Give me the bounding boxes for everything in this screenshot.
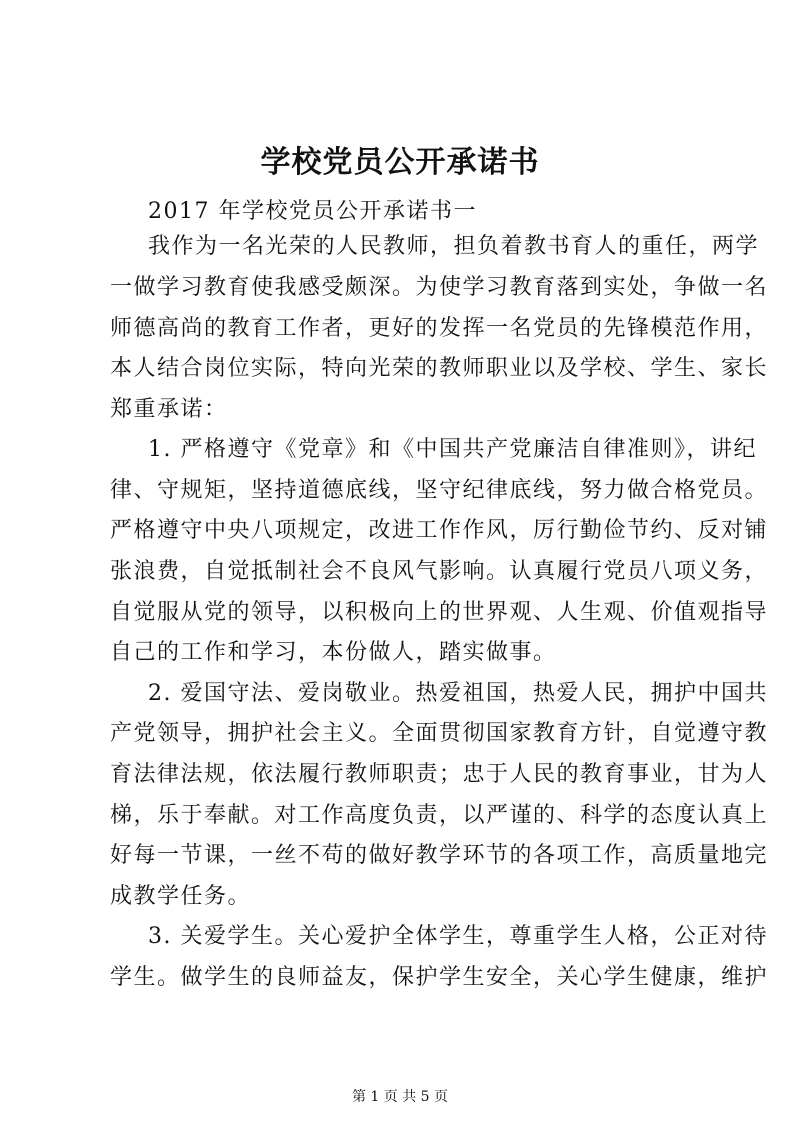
document-subtitle: 2017 年学校党员公开承诺书一 [148,199,477,224]
paragraph-line: 自觉服从党的领导，以积极向上的世界观、人生观、价值观指导 [110,600,769,625]
paragraph-line: 1. 严格遵守《党章》和《中国共产党廉洁自律准则》，讲纪 [148,437,757,462]
paragraph-line: 一做学习教育使我感受颇深。为使学习教育落到实处，争做一名 [110,275,769,300]
paragraph-line: 本人结合岗位实际，特向光荣的教师职业以及学校、学生、家长 [110,356,769,381]
paragraph-line: 自己的工作和学习，本份做人，踏实做事。 [110,640,557,665]
paragraph-line: 育法律法规，依法履行教师职责；忠于人民的教育事业，甘为人 [110,762,769,787]
document-title: 学校党员公开承诺书 [260,145,540,180]
paragraph-line: 产党领导，拥护社会主义。全面贯彻国家教育方针，自觉遵守教 [110,721,769,746]
page-number-footer: 第 1 页 共 5 页 [351,1089,449,1105]
paragraph-line: 学生。做学生的良师益友，保护学生安全，关心学生健康，维护 [110,965,769,990]
paragraph-line: 张浪费，自觉抵制社会不良风气影响。认真履行党员八项义务， [110,559,769,584]
paragraph-line: 梯，乐于奉献。对工作高度负责，以严谨的、科学的态度认真上 [110,803,769,828]
paragraph-line: 好每一节课，一丝不苟的做好教学环节的各项工作，高质量地完 [110,843,769,868]
paragraph-line: 3. 关爱学生。关心爱护全体学生，尊重学生人格，公正对待 [148,924,768,949]
paragraph-line: 郑重承诺： [110,397,228,422]
paragraph-line: 成教学任务。 [110,884,252,909]
paragraph-line: 2. 爱国守法、爱岗敬业。热爱祖国，热爱人民，拥护中国共 [148,681,768,706]
paragraph-line: 严格遵守中央八项规定，改进工作作风，厉行勤俭节约、反对铺 [110,518,769,543]
paragraph-line: 我作为一名光荣的人民教师，担负着教书育人的重任，两学 [148,234,760,259]
paragraph-line: 律、守规矩，坚持道德底线，坚守纪律底线，努力做合格党员。 [110,478,769,503]
paragraph-line: 师德高尚的教育工作者，更好的发挥一名党员的先锋模范作用， [110,316,769,341]
